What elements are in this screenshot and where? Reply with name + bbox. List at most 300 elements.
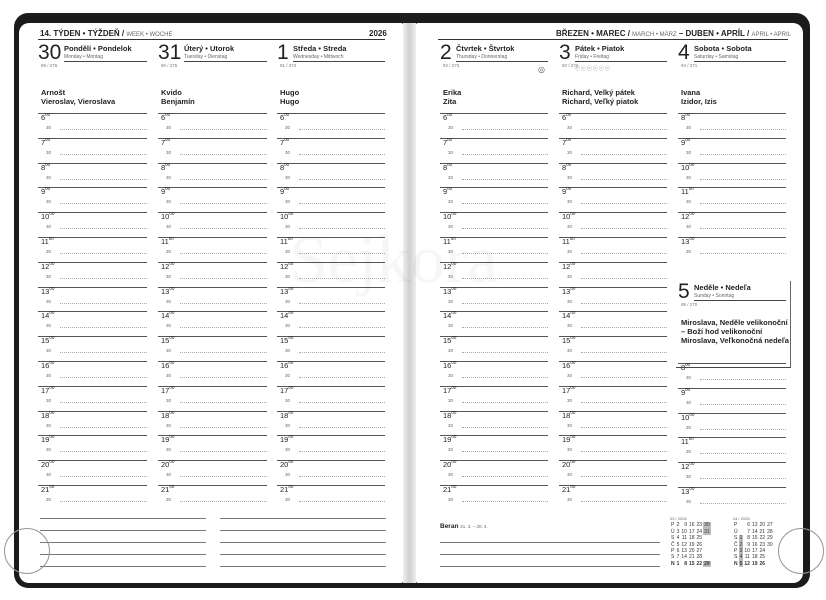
- half-hour-rule: [462, 253, 548, 254]
- half-hour-label: 30: [567, 224, 573, 230]
- hour-suffix: 00: [169, 310, 175, 316]
- note-line[interactable]: [220, 518, 386, 519]
- hour-suffix: 00: [689, 236, 695, 241]
- hour-label: [562, 138, 571, 147]
- hour-slot[interactable]: [277, 485, 385, 510]
- half-hour-rule: [462, 278, 548, 279]
- hour-value: 17: [41, 385, 50, 395]
- half-hour-rule: [700, 179, 786, 180]
- half-hour-label: 30: [285, 373, 291, 378]
- hour-suffix: 00: [688, 186, 694, 192]
- half-hour-rule: [180, 501, 267, 502]
- hour-slot[interactable]: [158, 262, 267, 287]
- day-number: 5: [678, 280, 690, 303]
- note-line[interactable]: [220, 554, 386, 555]
- hour-value: 11: [443, 237, 451, 246]
- hour-slot[interactable]: [440, 113, 548, 138]
- mini-calendar-row: [733, 535, 774, 541]
- half-hour-label: 30: [166, 174, 172, 180]
- hour-slot[interactable]: [38, 262, 147, 287]
- half-hour-rule: [581, 179, 667, 180]
- half-hour-rule: [299, 451, 385, 452]
- hour-label: [161, 411, 174, 420]
- hour-slot[interactable]: [440, 237, 548, 262]
- hour-suffix: 00: [49, 384, 55, 390]
- hour-value: 12: [280, 261, 289, 271]
- hour-slot[interactable]: [440, 163, 548, 188]
- half-hour-label: 30: [686, 125, 692, 130]
- hour-value: 19: [161, 435, 170, 445]
- hour-rule: [277, 187, 385, 188]
- day-count: 94 / 271: [681, 63, 698, 68]
- half-hour-rule: [581, 278, 667, 279]
- hour-value: 12: [41, 261, 50, 271]
- half-hour-rule: [299, 129, 385, 130]
- hour-suffix: 00: [450, 236, 456, 241]
- half-hour-rule: [180, 377, 267, 378]
- half-hour-label: 30: [166, 348, 172, 354]
- half-hour-label: 30: [46, 472, 52, 478]
- hour-slot[interactable]: [158, 460, 267, 485]
- hour-slot[interactable]: [678, 212, 786, 237]
- half-hour-rule: [581, 129, 667, 130]
- hour-slot[interactable]: [38, 460, 147, 485]
- hour-slot[interactable]: [559, 113, 667, 138]
- hour-label: [161, 113, 170, 122]
- note-line[interactable]: [440, 566, 660, 567]
- note-line[interactable]: [40, 530, 206, 531]
- hour-slot[interactable]: [440, 435, 548, 460]
- hour-label: [681, 437, 694, 446]
- name-days: [681, 88, 717, 106]
- mini-calendar-cell: 14: [751, 528, 758, 535]
- hour-slot[interactable]: [559, 336, 667, 361]
- hour-value: 9: [681, 387, 686, 397]
- half-hour-label: 30: [567, 348, 573, 354]
- mini-calendar-cell: 30: [704, 522, 710, 529]
- half-hour-rule: [581, 451, 667, 452]
- hour-slot[interactable]: [158, 237, 267, 262]
- day-sub-name: Monday • Montag: [64, 54, 103, 60]
- hour-value: 7: [562, 137, 567, 147]
- hour-slot[interactable]: [158, 113, 267, 138]
- hour-value: 18: [280, 410, 289, 420]
- day-count: 91 / 274: [280, 63, 297, 68]
- hour-suffix: 00: [570, 285, 576, 291]
- hour-label: [443, 113, 452, 122]
- half-hour-label: 30: [285, 447, 291, 453]
- note-line[interactable]: [220, 530, 386, 531]
- hour-suffix: 00: [284, 112, 290, 117]
- name-days: [443, 88, 461, 106]
- mini-calendar-cell: 31: [704, 528, 710, 535]
- half-hour-label: 30: [567, 422, 573, 428]
- hour-value: 12: [681, 212, 690, 222]
- name-day: Kvido: [161, 88, 182, 97]
- hour-slot[interactable]: [678, 113, 786, 138]
- hour-value: 8: [562, 162, 567, 172]
- hour-slot[interactable]: [277, 237, 385, 262]
- zodiac-name: Beran: [440, 523, 459, 530]
- hour-slot[interactable]: [559, 212, 667, 237]
- hour-suffix: 00: [447, 112, 453, 117]
- half-hour-label: 30: [166, 249, 172, 254]
- hour-slot[interactable]: [38, 138, 147, 163]
- hour-slot[interactable]: [158, 163, 267, 188]
- hour-label: [681, 187, 694, 196]
- hour-slot[interactable]: [559, 485, 667, 510]
- hour-suffix: 00: [288, 434, 294, 440]
- hour-slot[interactable]: [277, 336, 385, 361]
- hour-slot[interactable]: [38, 435, 147, 460]
- hour-label: [562, 386, 575, 395]
- hour-slot[interactable]: [678, 138, 786, 163]
- hour-slot[interactable]: [38, 311, 147, 336]
- half-hour-label: 30: [46, 397, 52, 403]
- hour-suffix: 00: [49, 360, 55, 365]
- hour-slot[interactable]: [440, 138, 548, 163]
- hour-slot[interactable]: [440, 485, 548, 510]
- hour-suffix: 00: [451, 260, 457, 266]
- half-hour-rule: [180, 278, 267, 279]
- hour-value: 13: [562, 286, 571, 296]
- hour-suffix: 00: [45, 186, 51, 192]
- hour-label: [41, 336, 54, 345]
- mini-calendar-cell: 3: [739, 548, 743, 555]
- hour-label: [443, 485, 456, 494]
- hour-suffix: 00: [689, 161, 695, 167]
- half-hour-rule: [299, 476, 385, 477]
- hour-slot[interactable]: [440, 460, 548, 485]
- half-hour-label: 30: [46, 273, 52, 279]
- hour-slot[interactable]: [38, 187, 147, 212]
- half-hour-rule: [60, 476, 147, 477]
- mini-calendar-cell: N: [734, 560, 738, 567]
- hour-suffix: 00: [288, 211, 294, 217]
- hour-slot[interactable]: [38, 361, 147, 386]
- hour-slot[interactable]: [158, 187, 267, 212]
- hour-label: [562, 113, 571, 122]
- hour-slot[interactable]: [559, 411, 667, 436]
- hour-suffix: 00: [284, 186, 290, 192]
- hour-slot[interactable]: [277, 411, 385, 436]
- hour-slot[interactable]: [559, 187, 667, 212]
- hour-label: [161, 138, 170, 147]
- mini-calendar-row: [733, 561, 774, 567]
- hour-slot[interactable]: [559, 138, 667, 163]
- hour-slot[interactable]: [559, 262, 667, 287]
- mini-calendar-cell: P: [671, 522, 675, 529]
- hour-slot[interactable]: [277, 460, 385, 485]
- half-hour-rule: [462, 129, 548, 130]
- half-hour-rule: [180, 253, 267, 254]
- hour-label: [443, 460, 456, 469]
- note-line[interactable]: [40, 566, 206, 567]
- half-hour-rule: [462, 303, 548, 304]
- note-line[interactable]: [40, 518, 206, 519]
- hour-slot[interactable]: [277, 262, 385, 287]
- hour-slot[interactable]: [678, 237, 786, 262]
- day-name: Neděle • Nedeľa: [694, 283, 751, 292]
- half-hour-rule: [462, 402, 548, 403]
- mini-calendar-cell: 15: [688, 560, 695, 567]
- hour-slot[interactable]: [440, 386, 548, 411]
- note-line[interactable]: [440, 542, 660, 543]
- hour-slot[interactable]: [440, 287, 548, 312]
- hour-slot[interactable]: [277, 361, 385, 386]
- hour-value: 19: [41, 435, 50, 445]
- hour-slot[interactable]: [440, 336, 548, 361]
- hour-value: 14: [161, 311, 170, 321]
- hour-slot[interactable]: [158, 361, 267, 386]
- hour-value: 10: [443, 212, 452, 222]
- hour-slot[interactable]: [277, 386, 385, 411]
- hour-slot[interactable]: [559, 435, 667, 460]
- half-hour-rule: [462, 228, 548, 229]
- name-days: [41, 88, 115, 106]
- half-hour-rule: [60, 228, 147, 229]
- hour-slot[interactable]: [678, 413, 786, 438]
- name-day: Ivana: [681, 88, 701, 97]
- hour-rule: [38, 187, 147, 188]
- hour-label: [562, 336, 575, 345]
- hour-label: [41, 287, 54, 296]
- hour-value: 14: [562, 311, 571, 321]
- name-day: Miroslava, Neděle velikonoční: [681, 318, 788, 327]
- hour-label: [161, 435, 174, 444]
- hour-label: [41, 361, 54, 370]
- hour-label: [280, 113, 289, 122]
- hour-suffix: 00: [685, 136, 691, 142]
- mini-calendar-cell: 10: [681, 528, 687, 535]
- hour-slot[interactable]: [38, 212, 147, 237]
- hour-slot[interactable]: [38, 411, 147, 436]
- name-days: [280, 88, 299, 106]
- hour-slot[interactable]: [559, 386, 667, 411]
- hour-slot[interactable]: [38, 163, 147, 188]
- hour-slot[interactable]: [559, 361, 667, 386]
- half-hour-rule: [581, 303, 667, 304]
- half-hour-rule: [180, 451, 267, 452]
- hour-slot[interactable]: [38, 113, 147, 138]
- hour-slot[interactable]: [158, 336, 267, 361]
- hour-slot[interactable]: [678, 462, 786, 487]
- hour-slot[interactable]: [678, 388, 786, 413]
- hour-value: 10: [280, 212, 289, 222]
- hour-label: [41, 237, 54, 246]
- mini-calendar-cell: 10: [744, 548, 750, 555]
- day-sub-name: Wednesday • Mittwoch: [293, 54, 344, 60]
- half-hour-rule: [180, 427, 267, 428]
- hour-slot[interactable]: [158, 212, 267, 237]
- hour-slot[interactable]: [158, 138, 267, 163]
- hour-label: [443, 138, 452, 147]
- mini-calendar-cell: 20: [688, 548, 695, 555]
- name-day: Zita: [443, 97, 457, 106]
- half-hour-rule: [462, 476, 548, 477]
- hour-label: [280, 435, 293, 444]
- name-day: Benjamín: [161, 97, 195, 106]
- hour-label: [681, 163, 694, 172]
- hour-slot[interactable]: [559, 237, 667, 262]
- note-line[interactable]: [220, 542, 386, 543]
- mini-calendar-cell: 24: [696, 528, 703, 535]
- hour-label: [562, 163, 571, 172]
- hour-slot[interactable]: [277, 113, 385, 138]
- mini-calendar-cell: 14: [681, 554, 687, 561]
- hour-slot[interactable]: [559, 311, 667, 336]
- half-hour-rule: [462, 451, 548, 452]
- hour-rule: [440, 187, 548, 188]
- hour-suffix: 00: [569, 236, 575, 241]
- hour-slot[interactable]: [158, 311, 267, 336]
- sunday-box: [676, 281, 791, 368]
- half-hour-rule: [60, 154, 147, 155]
- half-hour-rule: [700, 503, 786, 504]
- hour-rule: [678, 187, 786, 188]
- half-hour-rule: [700, 253, 786, 254]
- half-hour-rule: [700, 129, 786, 130]
- hour-slot[interactable]: [678, 163, 786, 188]
- hour-slot[interactable]: [158, 411, 267, 436]
- hour-value: 9: [161, 187, 166, 197]
- month-header: [556, 29, 791, 38]
- mini-calendar-cell: 22: [696, 560, 703, 567]
- hour-slot[interactable]: [559, 460, 667, 485]
- hour-rule: [277, 138, 385, 139]
- hour-value: 9: [41, 187, 46, 197]
- half-hour-label: 30: [46, 249, 52, 254]
- hour-slot[interactable]: [440, 311, 548, 336]
- hour-value: 8: [41, 162, 46, 172]
- hour-slot[interactable]: [440, 361, 548, 386]
- hour-slot[interactable]: [158, 485, 267, 510]
- hour-suffix: 00: [288, 360, 294, 365]
- hour-value: 15: [280, 336, 289, 346]
- half-hour-label: 30: [46, 125, 52, 130]
- hour-label: [41, 262, 54, 271]
- half-hour-rule: [180, 228, 267, 229]
- hour-slot[interactable]: [38, 386, 147, 411]
- hour-value: 17: [562, 385, 571, 395]
- hour-label: [161, 163, 170, 172]
- hour-slot[interactable]: [277, 435, 385, 460]
- hour-suffix: 00: [689, 486, 695, 491]
- name-days: [161, 88, 195, 106]
- hour-value: 6: [161, 113, 166, 122]
- note-line[interactable]: [40, 542, 206, 543]
- hour-slot[interactable]: [158, 386, 267, 411]
- hour-suffix: 00: [570, 384, 576, 390]
- hour-slot[interactable]: [559, 163, 667, 188]
- hour-value: 20: [562, 460, 571, 470]
- hour-suffix: 00: [49, 409, 55, 415]
- half-hour-label: 30: [448, 422, 454, 428]
- hour-slot[interactable]: [277, 287, 385, 312]
- hour-suffix: 00: [168, 236, 174, 241]
- half-hour-label: 30: [448, 397, 454, 403]
- half-hour-rule: [299, 427, 385, 428]
- hour-slot[interactable]: [277, 187, 385, 212]
- hour-suffix: 00: [451, 409, 457, 415]
- hour-label: [280, 485, 293, 494]
- half-hour-rule: [700, 478, 786, 479]
- note-line[interactable]: [440, 554, 660, 555]
- day-name: Středa • Streda: [293, 44, 347, 53]
- half-hour-rule: [60, 352, 147, 353]
- mini-calendar-cell: Ú: [734, 528, 738, 535]
- hour-value: 11: [280, 237, 288, 246]
- hour-rule: [440, 163, 548, 164]
- hour-suffix: 00: [689, 211, 695, 217]
- half-hour-rule: [299, 253, 385, 254]
- hour-slot[interactable]: [38, 287, 147, 312]
- half-hour-label: 30: [567, 149, 573, 155]
- year-label: 2026: [369, 29, 387, 38]
- hour-slot[interactable]: [38, 485, 147, 510]
- hour-rule: [440, 138, 548, 139]
- half-hour-rule: [581, 501, 667, 502]
- hour-value: 10: [41, 212, 50, 222]
- half-hour-label: 30: [448, 497, 454, 502]
- half-hour-rule: [299, 327, 385, 328]
- hour-slot[interactable]: [678, 487, 786, 512]
- mini-calendar-row: [670, 522, 711, 528]
- hour-value: 18: [161, 410, 170, 420]
- half-hour-label: 30: [166, 149, 172, 155]
- hour-slot[interactable]: [678, 437, 786, 462]
- mini-calendar-cell: 22: [759, 535, 766, 542]
- half-hour-label: 30: [686, 449, 692, 455]
- hour-slot[interactable]: [440, 187, 548, 212]
- half-hour-rule: [180, 352, 267, 353]
- note-line[interactable]: [220, 566, 386, 567]
- half-hour-label: 30: [448, 298, 454, 304]
- hour-suffix: 00: [570, 335, 576, 341]
- hour-label: [562, 287, 575, 296]
- hour-slot[interactable]: [440, 411, 548, 436]
- hour-slot[interactable]: [277, 163, 385, 188]
- half-hour-label: 30: [46, 348, 52, 354]
- hour-slot[interactable]: [38, 237, 147, 262]
- hour-slot[interactable]: [559, 287, 667, 312]
- hour-slot[interactable]: [277, 212, 385, 237]
- hour-slot[interactable]: [38, 336, 147, 361]
- hour-slot[interactable]: [277, 138, 385, 163]
- hour-label: [443, 187, 452, 196]
- half-hour-rule: [581, 377, 667, 378]
- note-line[interactable]: [40, 554, 206, 555]
- half-hour-rule: [60, 303, 147, 304]
- hour-slot[interactable]: [678, 187, 786, 212]
- hour-slot[interactable]: [158, 287, 267, 312]
- hour-slot[interactable]: [440, 262, 548, 287]
- hour-slot[interactable]: [277, 311, 385, 336]
- hour-suffix: 00: [451, 434, 457, 440]
- hour-label: [681, 462, 694, 471]
- hour-value: 16: [161, 361, 170, 370]
- hour-suffix: 00: [570, 484, 576, 489]
- day-number: 31: [158, 41, 182, 64]
- hour-slot[interactable]: [440, 212, 548, 237]
- hour-rule: [158, 163, 267, 164]
- hour-slot[interactable]: [158, 435, 267, 460]
- half-hour-label: 30: [448, 224, 454, 230]
- mini-calendar-cell: 25: [696, 535, 703, 542]
- half-hour-label: 30: [166, 397, 172, 403]
- mini-calendar-march: [670, 516, 711, 567]
- month2-sub-label: APRIL • APRIL: [751, 32, 791, 38]
